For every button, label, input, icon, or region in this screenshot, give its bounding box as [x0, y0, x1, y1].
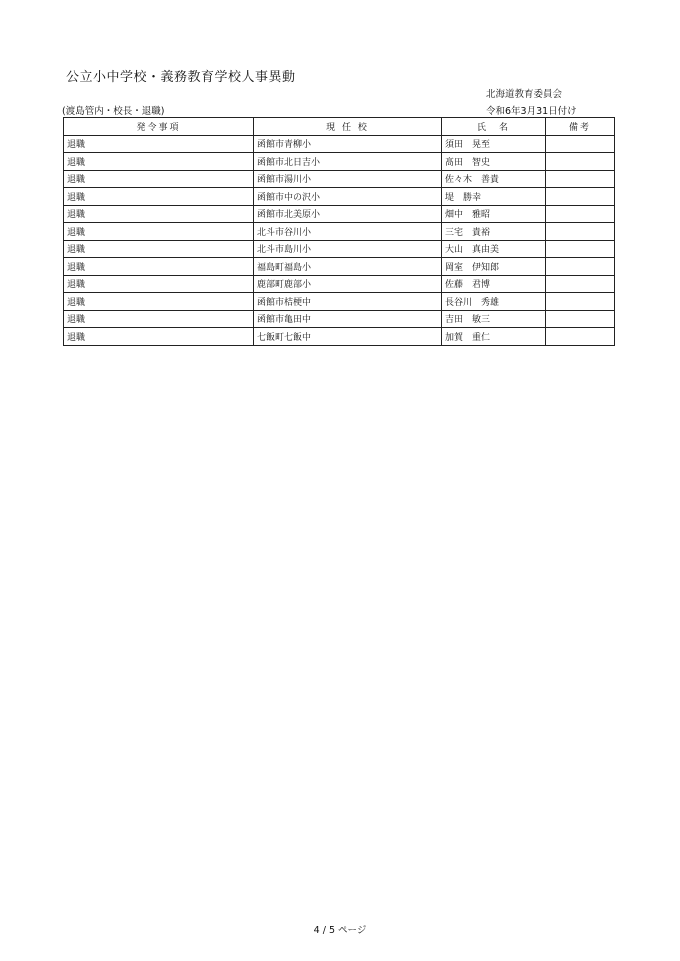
table-row	[64, 223, 615, 241]
order-cell: 退職	[64, 188, 254, 206]
name-cell: 吉田 敏三	[442, 310, 546, 328]
table-row	[64, 170, 615, 188]
order-cell: 退職	[64, 170, 254, 188]
name-cell: 大山 真由美	[442, 240, 546, 258]
school-cell: 函館市湯川小	[254, 170, 442, 188]
issuer-name: 北海道教育委員会	[486, 89, 563, 100]
order-cell: 退職	[64, 205, 254, 223]
order-cell: 退職	[64, 153, 254, 171]
table-row	[64, 135, 615, 153]
header-order: 発令事項	[64, 118, 254, 136]
order-cell: 退職	[64, 240, 254, 258]
name-cell: 畑中 雅昭	[442, 205, 546, 223]
remarks-cell	[546, 293, 615, 311]
order-cell: 退職	[64, 135, 254, 153]
document-title: 公立小中学校・義務教育学校人事異動	[66, 70, 296, 85]
table-row	[64, 153, 615, 171]
order-cell: 退職	[64, 293, 254, 311]
name-cell: 岡室 伊知郎	[442, 258, 546, 276]
page-number: 4 / 5 ページ	[313, 925, 367, 936]
name-cell: 佐々木 善貴	[442, 170, 546, 188]
name-cell: 髙田 智史	[442, 153, 546, 171]
remarks-cell	[546, 240, 615, 258]
table-row	[64, 310, 615, 328]
document-subtitle: (渡島管内・校長・退職)	[62, 106, 165, 117]
name-cell: 佐藤 君博	[442, 275, 546, 293]
order-cell: 退職	[64, 328, 254, 346]
order-cell: 退職	[64, 223, 254, 241]
remarks-cell	[546, 205, 615, 223]
order-cell: 退職	[64, 310, 254, 328]
remarks-cell	[546, 275, 615, 293]
remarks-cell	[546, 170, 615, 188]
personnel-table	[63, 117, 615, 346]
remarks-cell	[546, 153, 615, 171]
header-school: 現 任 校	[254, 118, 442, 136]
remarks-cell	[546, 328, 615, 346]
remarks-cell	[546, 188, 615, 206]
table-body	[64, 135, 615, 345]
name-cell: 堤 勝幸	[442, 188, 546, 206]
table-row	[64, 240, 615, 258]
school-cell: 北斗市島川小	[254, 240, 442, 258]
name-cell: 須田 晃至	[442, 135, 546, 153]
table-row	[64, 258, 615, 276]
header-remarks: 備考	[546, 118, 615, 136]
school-cell: 福島町福島小	[254, 258, 442, 276]
school-cell: 函館市亀田中	[254, 310, 442, 328]
name-cell: 加賀 重仁	[442, 328, 546, 346]
table-row	[64, 293, 615, 311]
school-cell: 北斗市谷川小	[254, 223, 442, 241]
remarks-cell	[546, 258, 615, 276]
table-header-row	[64, 118, 615, 136]
table-row	[64, 275, 615, 293]
order-cell: 退職	[64, 275, 254, 293]
table-row	[64, 328, 615, 346]
name-cell: 長谷川 秀雄	[442, 293, 546, 311]
effective-date: 令和6年3月31日付け	[486, 106, 577, 117]
remarks-cell	[546, 223, 615, 241]
school-cell: 函館市北日吉小	[254, 153, 442, 171]
school-cell: 函館市青柳小	[254, 135, 442, 153]
header-name: 氏 名	[442, 118, 546, 136]
name-cell: 三宅 貴裕	[442, 223, 546, 241]
table-row	[64, 188, 615, 206]
table-row	[64, 205, 615, 223]
school-cell: 函館市桔梗中	[254, 293, 442, 311]
school-cell: 七飯町七飯中	[254, 328, 442, 346]
school-cell: 函館市北美原小	[254, 205, 442, 223]
remarks-cell	[546, 310, 615, 328]
remarks-cell	[546, 135, 615, 153]
school-cell: 鹿部町鹿部小	[254, 275, 442, 293]
school-cell: 函館市中の沢小	[254, 188, 442, 206]
order-cell: 退職	[64, 258, 254, 276]
